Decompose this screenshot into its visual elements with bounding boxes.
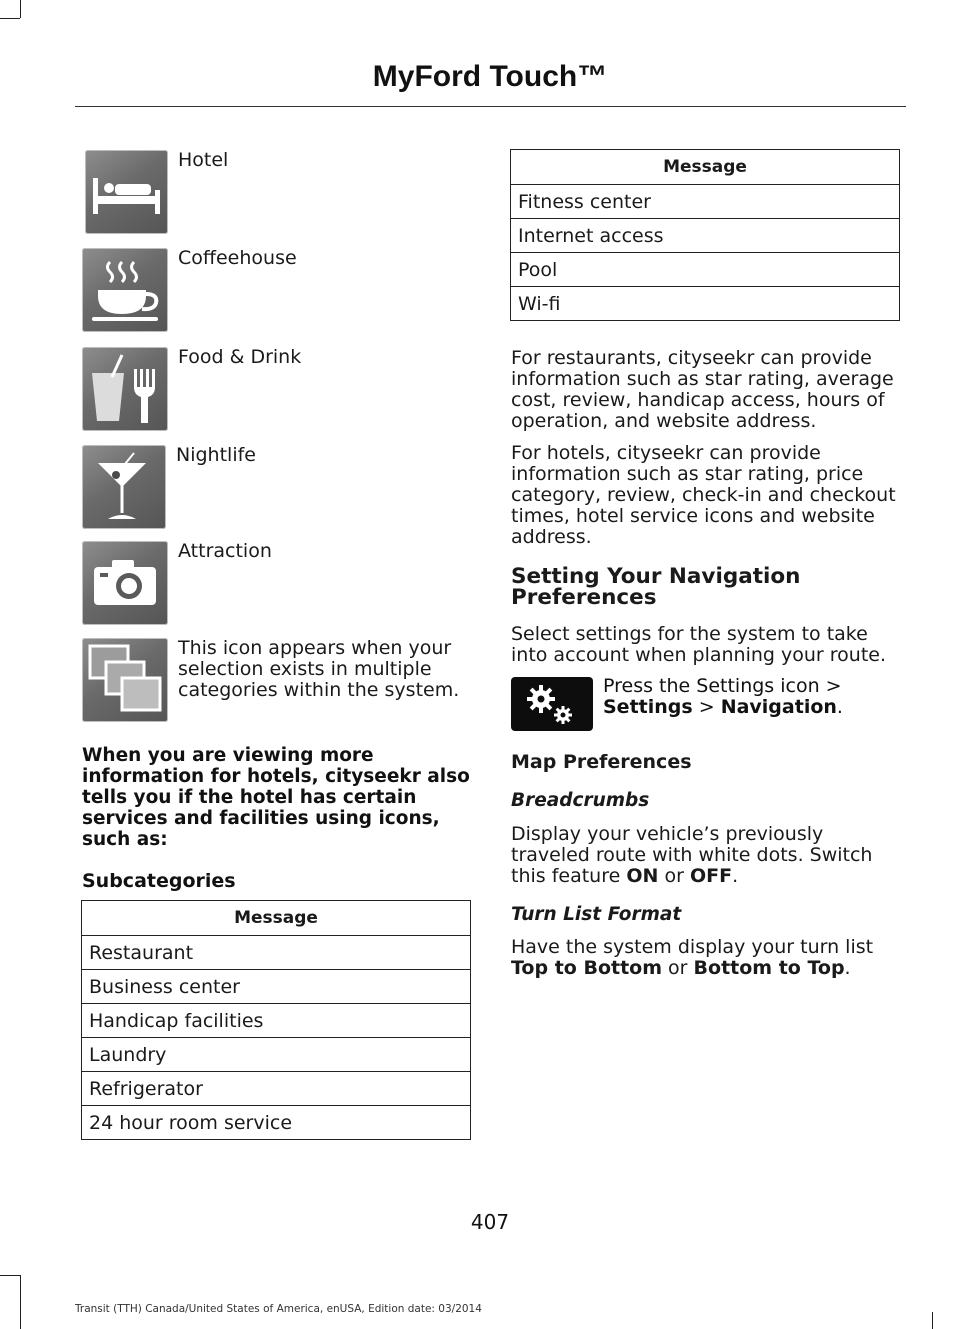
- table-cell: Handicap facilities: [82, 1004, 471, 1038]
- table-cell: Internet access: [511, 219, 900, 253]
- settings-icon: [511, 677, 593, 731]
- page-title: MyFord Touch™: [372, 60, 608, 93]
- table-row: [511, 287, 900, 321]
- restaurants-paragraph: For restaurants, cityseekr can provide information such as star rating, average cost, review, handicap access, hours of operation, and website address.: [511, 347, 894, 432]
- multiple-categories-icon: [82, 638, 168, 722]
- on-option: ON: [626, 865, 659, 887]
- table-header: Message: [511, 150, 900, 185]
- food-drink-icon: [82, 347, 168, 431]
- turn-list-paragraph: [511, 937, 903, 979]
- breadcrumbs-text: Display your vehicle’s previously traveled route with white dots. Switch this feature: [511, 823, 873, 887]
- settings-prefix: Press the Settings icon >: [603, 675, 842, 697]
- crop-mark: [20, 1275, 21, 1329]
- map-preferences-heading: Map Preferences: [511, 751, 692, 773]
- table-cell: Business center: [82, 970, 471, 1004]
- footer: Transit (TTH) Canada/United States of America, enUSA, Edition date: 03/2014: [75, 1303, 482, 1315]
- top-to-bottom-option: Top to Bottom: [511, 957, 663, 979]
- table-row: [82, 936, 471, 970]
- section-heading: Setting Your Navigation Preferences: [511, 564, 801, 610]
- period: .: [732, 865, 739, 887]
- period: .: [844, 957, 851, 979]
- coffeehouse-icon: [82, 248, 168, 332]
- table-cell: Refrigerator: [82, 1072, 471, 1106]
- settings-instruction: [603, 676, 903, 718]
- or-text: or: [662, 957, 694, 979]
- page-number: 407: [470, 1210, 510, 1234]
- table-cell: Laundry: [82, 1038, 471, 1072]
- table-cell: Fitness center: [511, 185, 900, 219]
- table-cell: 24 hour room service: [82, 1106, 471, 1140]
- separator: >: [692, 696, 721, 718]
- section-intro: Select settings for the system to take into account when planning your route.: [511, 623, 887, 666]
- crop-mark: [0, 18, 20, 19]
- crop-mark: [20, 0, 21, 18]
- crop-mark: [0, 1275, 20, 1276]
- or-text: or: [658, 865, 690, 887]
- table-cell: Wi-fi: [511, 287, 900, 321]
- crop-mark: [932, 1312, 933, 1329]
- table-header: Message: [82, 901, 471, 936]
- off-option: OFF: [689, 865, 733, 887]
- icon-label: Nightlife: [176, 444, 256, 466]
- table-row: [511, 185, 900, 219]
- table-row: [511, 253, 900, 287]
- hotel-facilities-intro: When you are viewing more information for hotels, cityseekr also tells you if the hotel has certain services and facilities using icons, such as:: [82, 745, 470, 850]
- header-divider: [75, 106, 906, 107]
- subcategories-table: [81, 900, 471, 1140]
- bottom-to-top-option: Bottom to Top: [693, 957, 845, 979]
- table-row: [511, 219, 900, 253]
- turn-list-heading: Turn List Format: [511, 904, 682, 925]
- breadcrumbs-paragraph: [511, 824, 903, 887]
- period: .: [836, 696, 843, 718]
- table-row: [82, 970, 471, 1004]
- hotel-icon: [85, 150, 168, 234]
- table-row: [82, 1038, 471, 1072]
- settings-menu-label: Settings: [603, 696, 693, 718]
- attraction-icon: [82, 541, 168, 625]
- nightlife-icon: [82, 445, 166, 529]
- icon-label: Hotel: [178, 149, 229, 171]
- icon-label: Food & Drink: [178, 346, 302, 368]
- icon-label: Attraction: [178, 540, 272, 562]
- table-row: [82, 1004, 471, 1038]
- table-cell: Pool: [511, 253, 900, 287]
- turn-list-text: Have the system display your turn list: [511, 936, 874, 958]
- table-row: [82, 1106, 471, 1140]
- icon-label: Coffeehouse: [178, 247, 297, 269]
- table-cell: Restaurant: [82, 936, 471, 970]
- icon-label: This icon appears when your selection exists in multiple categories within the system.: [178, 637, 460, 701]
- breadcrumbs-heading: Breadcrumbs: [511, 790, 650, 811]
- hotels-paragraph: For hotels, cityseekr can provide information such as star rating, price category, review, check-in and checkout times, hotel service icons and website address.: [511, 442, 896, 548]
- table-row: [82, 1072, 471, 1106]
- services-table: [510, 149, 900, 321]
- navigation-menu-label: Navigation: [720, 696, 837, 718]
- subcategories-heading: Subcategories: [82, 870, 236, 892]
